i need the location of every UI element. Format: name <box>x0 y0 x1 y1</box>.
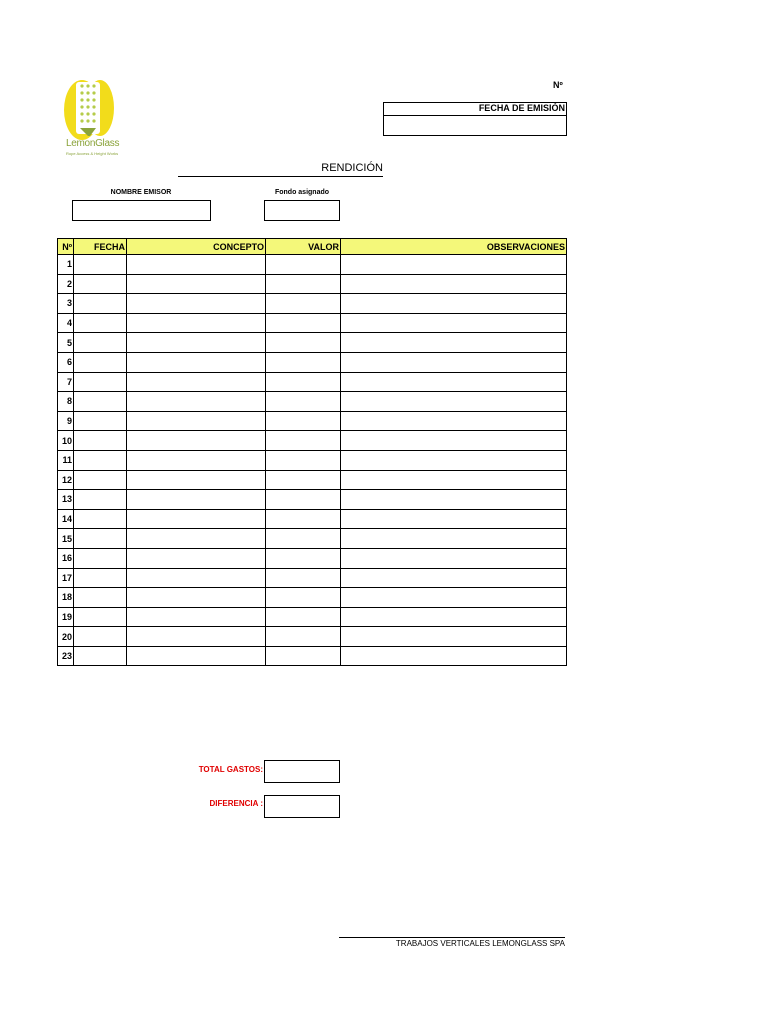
fecha-cell[interactable] <box>74 294 127 314</box>
row-number: 12 <box>58 470 74 490</box>
concepto-cell[interactable] <box>127 411 266 431</box>
concepto-cell[interactable] <box>127 274 266 294</box>
observaciones-cell[interactable] <box>341 313 567 333</box>
valor-cell[interactable] <box>266 588 341 608</box>
page-title: RENDICIÓN <box>178 162 383 177</box>
fecha-cell[interactable] <box>74 352 127 372</box>
valor-cell[interactable] <box>266 548 341 568</box>
valor-cell[interactable] <box>266 372 341 392</box>
table-row <box>58 509 567 529</box>
table-row <box>58 646 567 666</box>
valor-cell[interactable] <box>266 411 341 431</box>
row-number: 16 <box>58 548 74 568</box>
fecha-cell[interactable] <box>74 431 127 451</box>
table-row <box>58 392 567 412</box>
observaciones-cell[interactable] <box>341 627 567 647</box>
concepto-cell[interactable] <box>127 450 266 470</box>
table-row <box>58 450 567 470</box>
table-row <box>58 255 567 275</box>
concepto-cell[interactable] <box>127 529 266 549</box>
total-gastos-field[interactable] <box>264 760 340 783</box>
row-number: 9 <box>58 411 74 431</box>
fecha-cell[interactable] <box>74 411 127 431</box>
concepto-cell[interactable] <box>127 568 266 588</box>
observaciones-cell[interactable] <box>341 568 567 588</box>
observaciones-cell[interactable] <box>341 392 567 412</box>
concepto-cell[interactable] <box>127 352 266 372</box>
concepto-cell[interactable] <box>127 431 266 451</box>
valor-cell[interactable] <box>266 294 341 314</box>
fecha-cell[interactable] <box>74 392 127 412</box>
row-number: 13 <box>58 490 74 510</box>
col-header-observaciones: OBSERVACIONES <box>341 239 567 255</box>
table-row <box>58 294 567 314</box>
row-number: 6 <box>58 352 74 372</box>
fondo-asignado-field[interactable] <box>264 200 340 221</box>
row-number: 15 <box>58 529 74 549</box>
row-number: 23 <box>58 646 74 666</box>
valor-cell[interactable] <box>266 255 341 275</box>
valor-cell[interactable] <box>266 509 341 529</box>
row-number: 5 <box>58 333 74 353</box>
diferencia-label: DIFERENCIA : <box>209 799 263 808</box>
row-number: 19 <box>58 607 74 627</box>
valor-cell[interactable] <box>266 392 341 412</box>
concepto-cell[interactable] <box>127 294 266 314</box>
row-number: 4 <box>58 313 74 333</box>
concepto-cell[interactable] <box>127 313 266 333</box>
fecha-cell[interactable] <box>74 607 127 627</box>
concepto-cell[interactable] <box>127 588 266 608</box>
observaciones-cell[interactable] <box>341 607 567 627</box>
valor-cell[interactable] <box>266 274 341 294</box>
row-number: 20 <box>58 627 74 647</box>
row-number: 17 <box>58 568 74 588</box>
valor-cell[interactable] <box>266 313 341 333</box>
concepto-cell[interactable] <box>127 627 266 647</box>
concepto-cell[interactable] <box>127 255 266 275</box>
fondo-asignado-label: Fondo asignado <box>274 189 330 196</box>
fecha-cell[interactable] <box>74 627 127 647</box>
table-row <box>58 627 567 647</box>
col-header-numero: Nº <box>58 239 74 255</box>
observaciones-cell[interactable] <box>341 646 567 666</box>
nombre-emisor-field[interactable] <box>72 200 211 221</box>
table-row <box>58 588 567 608</box>
valor-cell[interactable] <box>266 333 341 353</box>
col-header-fecha: FECHA <box>74 239 127 255</box>
valor-cell[interactable] <box>266 470 341 490</box>
table-row <box>58 490 567 510</box>
table-row <box>58 529 567 549</box>
row-number: 10 <box>58 431 74 451</box>
table-row <box>58 411 567 431</box>
observaciones-cell[interactable] <box>341 431 567 451</box>
fecha-cell[interactable] <box>74 588 127 608</box>
row-number: 18 <box>58 588 74 608</box>
table-row <box>58 548 567 568</box>
valor-cell[interactable] <box>266 607 341 627</box>
fecha-cell[interactable] <box>74 274 127 294</box>
table-row <box>58 607 567 627</box>
observaciones-cell[interactable] <box>341 450 567 470</box>
concepto-cell[interactable] <box>127 646 266 666</box>
table-row <box>58 431 567 451</box>
valor-cell[interactable] <box>266 450 341 470</box>
table-header-row <box>58 239 567 255</box>
concepto-cell[interactable] <box>127 333 266 353</box>
fecha-cell[interactable] <box>74 372 127 392</box>
rendicion-table <box>57 238 567 666</box>
observaciones-cell[interactable] <box>341 352 567 372</box>
table-row <box>58 313 567 333</box>
concepto-cell[interactable] <box>127 548 266 568</box>
valor-cell[interactable] <box>266 627 341 647</box>
total-gastos-label: TOTAL GASTOS: <box>198 765 263 774</box>
observaciones-cell[interactable] <box>341 255 567 275</box>
table-row <box>58 352 567 372</box>
fecha-cell[interactable] <box>74 490 127 510</box>
valor-cell[interactable] <box>266 431 341 451</box>
concepto-cell[interactable] <box>127 392 266 412</box>
col-header-valor: VALOR <box>266 239 341 255</box>
concepto-cell[interactable] <box>127 470 266 490</box>
valor-cell[interactable] <box>266 352 341 372</box>
fecha-cell[interactable] <box>74 470 127 490</box>
fecha-cell[interactable] <box>74 646 127 666</box>
fecha-cell[interactable] <box>74 313 127 333</box>
valor-cell[interactable] <box>266 490 341 510</box>
logo-wordmark: LemonGlass <box>66 138 120 149</box>
fecha-cell[interactable] <box>74 509 127 529</box>
row-number: 11 <box>58 450 74 470</box>
numero-label: Nº <box>553 80 563 90</box>
logo-tagline: Rope Access & Height Works <box>66 151 119 156</box>
concepto-cell[interactable] <box>127 490 266 510</box>
concepto-cell[interactable] <box>127 607 266 627</box>
observaciones-cell[interactable] <box>341 411 567 431</box>
table-row <box>58 274 567 294</box>
col-header-concepto: CONCEPTO <box>127 239 266 255</box>
fecha-emision-field[interactable] <box>383 114 567 136</box>
observaciones-cell[interactable] <box>341 294 567 314</box>
table-row <box>58 568 567 588</box>
row-number: 2 <box>58 274 74 294</box>
observaciones-cell[interactable] <box>341 529 567 549</box>
valor-cell[interactable] <box>266 646 341 666</box>
concepto-cell[interactable] <box>127 509 266 529</box>
concepto-cell[interactable] <box>127 372 266 392</box>
observaciones-cell[interactable] <box>341 490 567 510</box>
diferencia-field[interactable] <box>264 795 340 818</box>
valor-cell[interactable] <box>266 568 341 588</box>
fecha-cell[interactable] <box>74 333 127 353</box>
signature-line: TRABAJOS VERTICALES LEMONGLASS SPA <box>339 937 565 949</box>
fecha-cell[interactable] <box>74 255 127 275</box>
observaciones-cell[interactable] <box>341 588 567 608</box>
fecha-cell[interactable] <box>74 450 127 470</box>
observaciones-cell[interactable] <box>341 372 567 392</box>
table-row <box>58 333 567 353</box>
observaciones-cell[interactable] <box>341 274 567 294</box>
fecha-cell[interactable] <box>74 529 127 549</box>
table-row <box>58 372 567 392</box>
observaciones-cell[interactable] <box>341 548 567 568</box>
observaciones-cell[interactable] <box>341 470 567 490</box>
row-number: 8 <box>58 392 74 412</box>
row-number: 14 <box>58 509 74 529</box>
fecha-cell[interactable] <box>74 568 127 588</box>
observaciones-cell[interactable] <box>341 509 567 529</box>
valor-cell[interactable] <box>266 529 341 549</box>
table-row <box>58 470 567 490</box>
fecha-cell[interactable] <box>74 548 127 568</box>
observaciones-cell[interactable] <box>341 333 567 353</box>
row-number: 1 <box>58 255 74 275</box>
row-number: 3 <box>58 294 74 314</box>
row-number: 7 <box>58 372 74 392</box>
nombre-emisor-label: NOMBRE EMISOR <box>110 189 172 196</box>
fecha-emision-label: FECHA DE EMISIÓN <box>478 103 565 113</box>
